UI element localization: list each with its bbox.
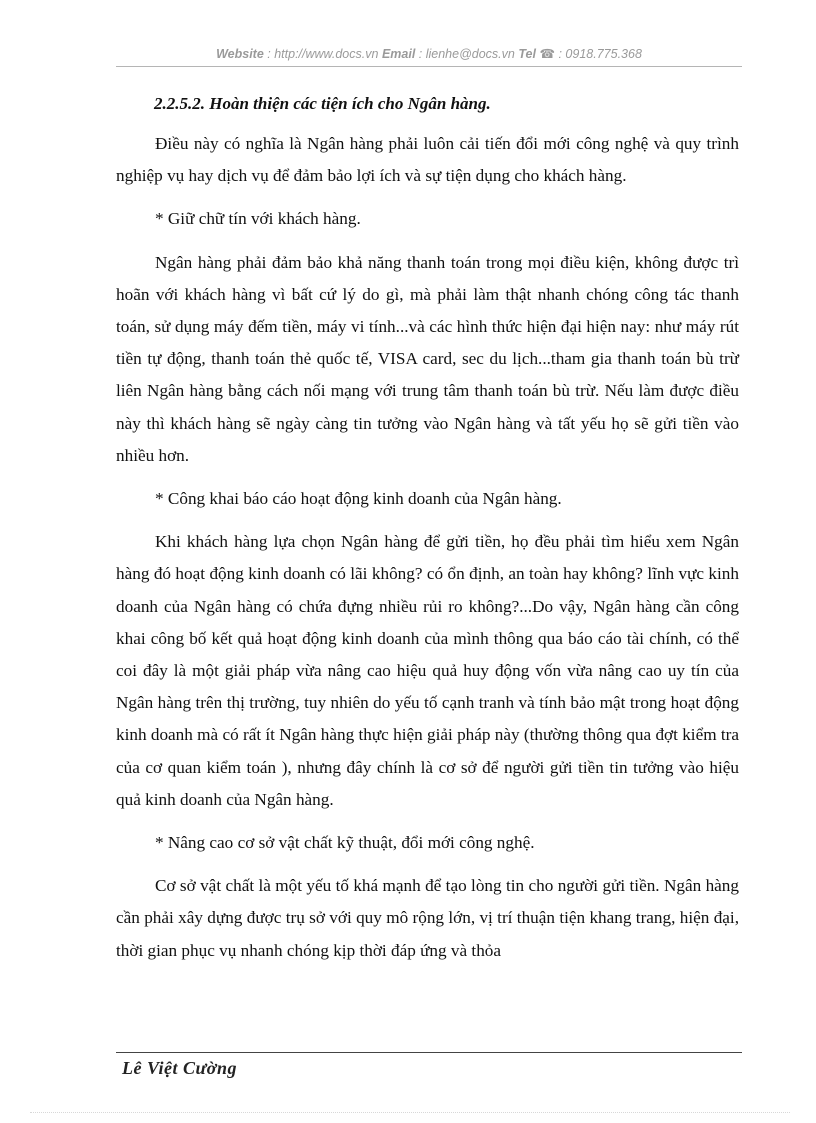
paragraph-infrastructure: Cơ sở vật chất là một yếu tố khá mạnh để tạo lòng tin cho người gửi tiền. Ngân hàng cần phải xây dựng được trụ sở với quy mô rộng lớn, vị trí thuận tiện khang trang, hiện đại, thời gian phục vụ nhanh chóng kịp thời đáp ứng và thỏa: [116, 876, 739, 960]
author-signature: Lê Việt Cường: [122, 1058, 237, 1078]
paragraph-report: Khi khách hàng lựa chọn Ngân hàng để gửi tiền, họ đều phải tìm hiểu xem Ngân hàng đó hoạt động kinh doanh có lãi không? có ổn định, an toàn hay không? lĩnh vực kinh doanh của Ngân hàng có chứa đựng nhiều rủi ro không?...Do vậy, Ngân hàng cần công khai công bố kết quả hoạt động kinh doanh của mình thông qua báo cáo tài chính, có thể coi đây là một giải pháp vừa nâng cao hiệu quả huy động vốn vừa nâng cao uy tín của Ngân hàng trên thị trường, tuy nhiên do yếu tố cạnh tranh và tính bảo mật trong hoạt động kinh doanh mà có rất ít Ngân hàng thực hiện giải pháp này (thường thông qua đợt kiểm tra của cơ quan kiểm toán ), nhưng đây chính là cơ sở để người gửi tiền tin tưởng vào hiệu quả kinh doanh của Ngân hàng.: [116, 532, 739, 809]
paragraph-intro: Điều này có nghĩa là Ngân hàng phải luôn cải tiến đổi mới công nghệ và quy trình nghiệp vụ hay dịch vụ để đảm bảo lợi ích và sự tiện dụng cho khách hàng.: [116, 134, 739, 186]
bottom-dotted-line: [30, 1112, 790, 1113]
page-header: [116, 46, 742, 61]
header-tel-label: Tel: [518, 47, 536, 61]
bullet-public-report: * Công khai báo cáo hoạt động kinh doanh của Ngân hàng.: [155, 489, 562, 509]
bullet-keep-trust: * Giữ chữ tín với khách hàng.: [155, 209, 361, 229]
header-website-value: : http://www.docs.vn: [267, 47, 379, 61]
header-email-value: : lienhe@docs.vn: [418, 47, 515, 61]
header-website-label: Website: [216, 47, 264, 61]
section-heading: 2.2.5.2. Hoàn thiện các tiện ích cho Ngân hàng.: [154, 94, 491, 113]
header-tel-value: ☎ : 0918.775.368: [539, 47, 642, 61]
footer-divider: [116, 1052, 742, 1053]
header-divider: [116, 66, 742, 67]
header-email-label: Email: [381, 47, 416, 61]
bullet-infrastructure: * Nâng cao cơ sở vật chất kỹ thuật, đổi mới công nghệ.: [155, 833, 535, 853]
document-body: [116, 92, 739, 978]
paragraph-payment: Ngân hàng phải đảm bảo khả năng thanh toán trong mọi điều kiện, không được trì hoãn với khách hàng vì bất cứ lý do gì, mà phải làm thật nhanh chóng công tác thanh toán, sử dụng máy đếm tiền, máy vi tính...và các hình thức hiện đại hiện nay: như máy rút tiền tự động, thanh toán thẻ quốc tế, VISA card, sec du lịch...tham gia thanh toán bù trừ liên Ngân hàng bằng cách nối mạng với trung tâm thanh toán bù trừ. Nếu làm được điều này thì khách hàng sẽ ngày càng tin tưởng vào Ngân hàng và tất yếu họ sẽ gửi tiền vào nhiều hơn.: [116, 252, 739, 465]
